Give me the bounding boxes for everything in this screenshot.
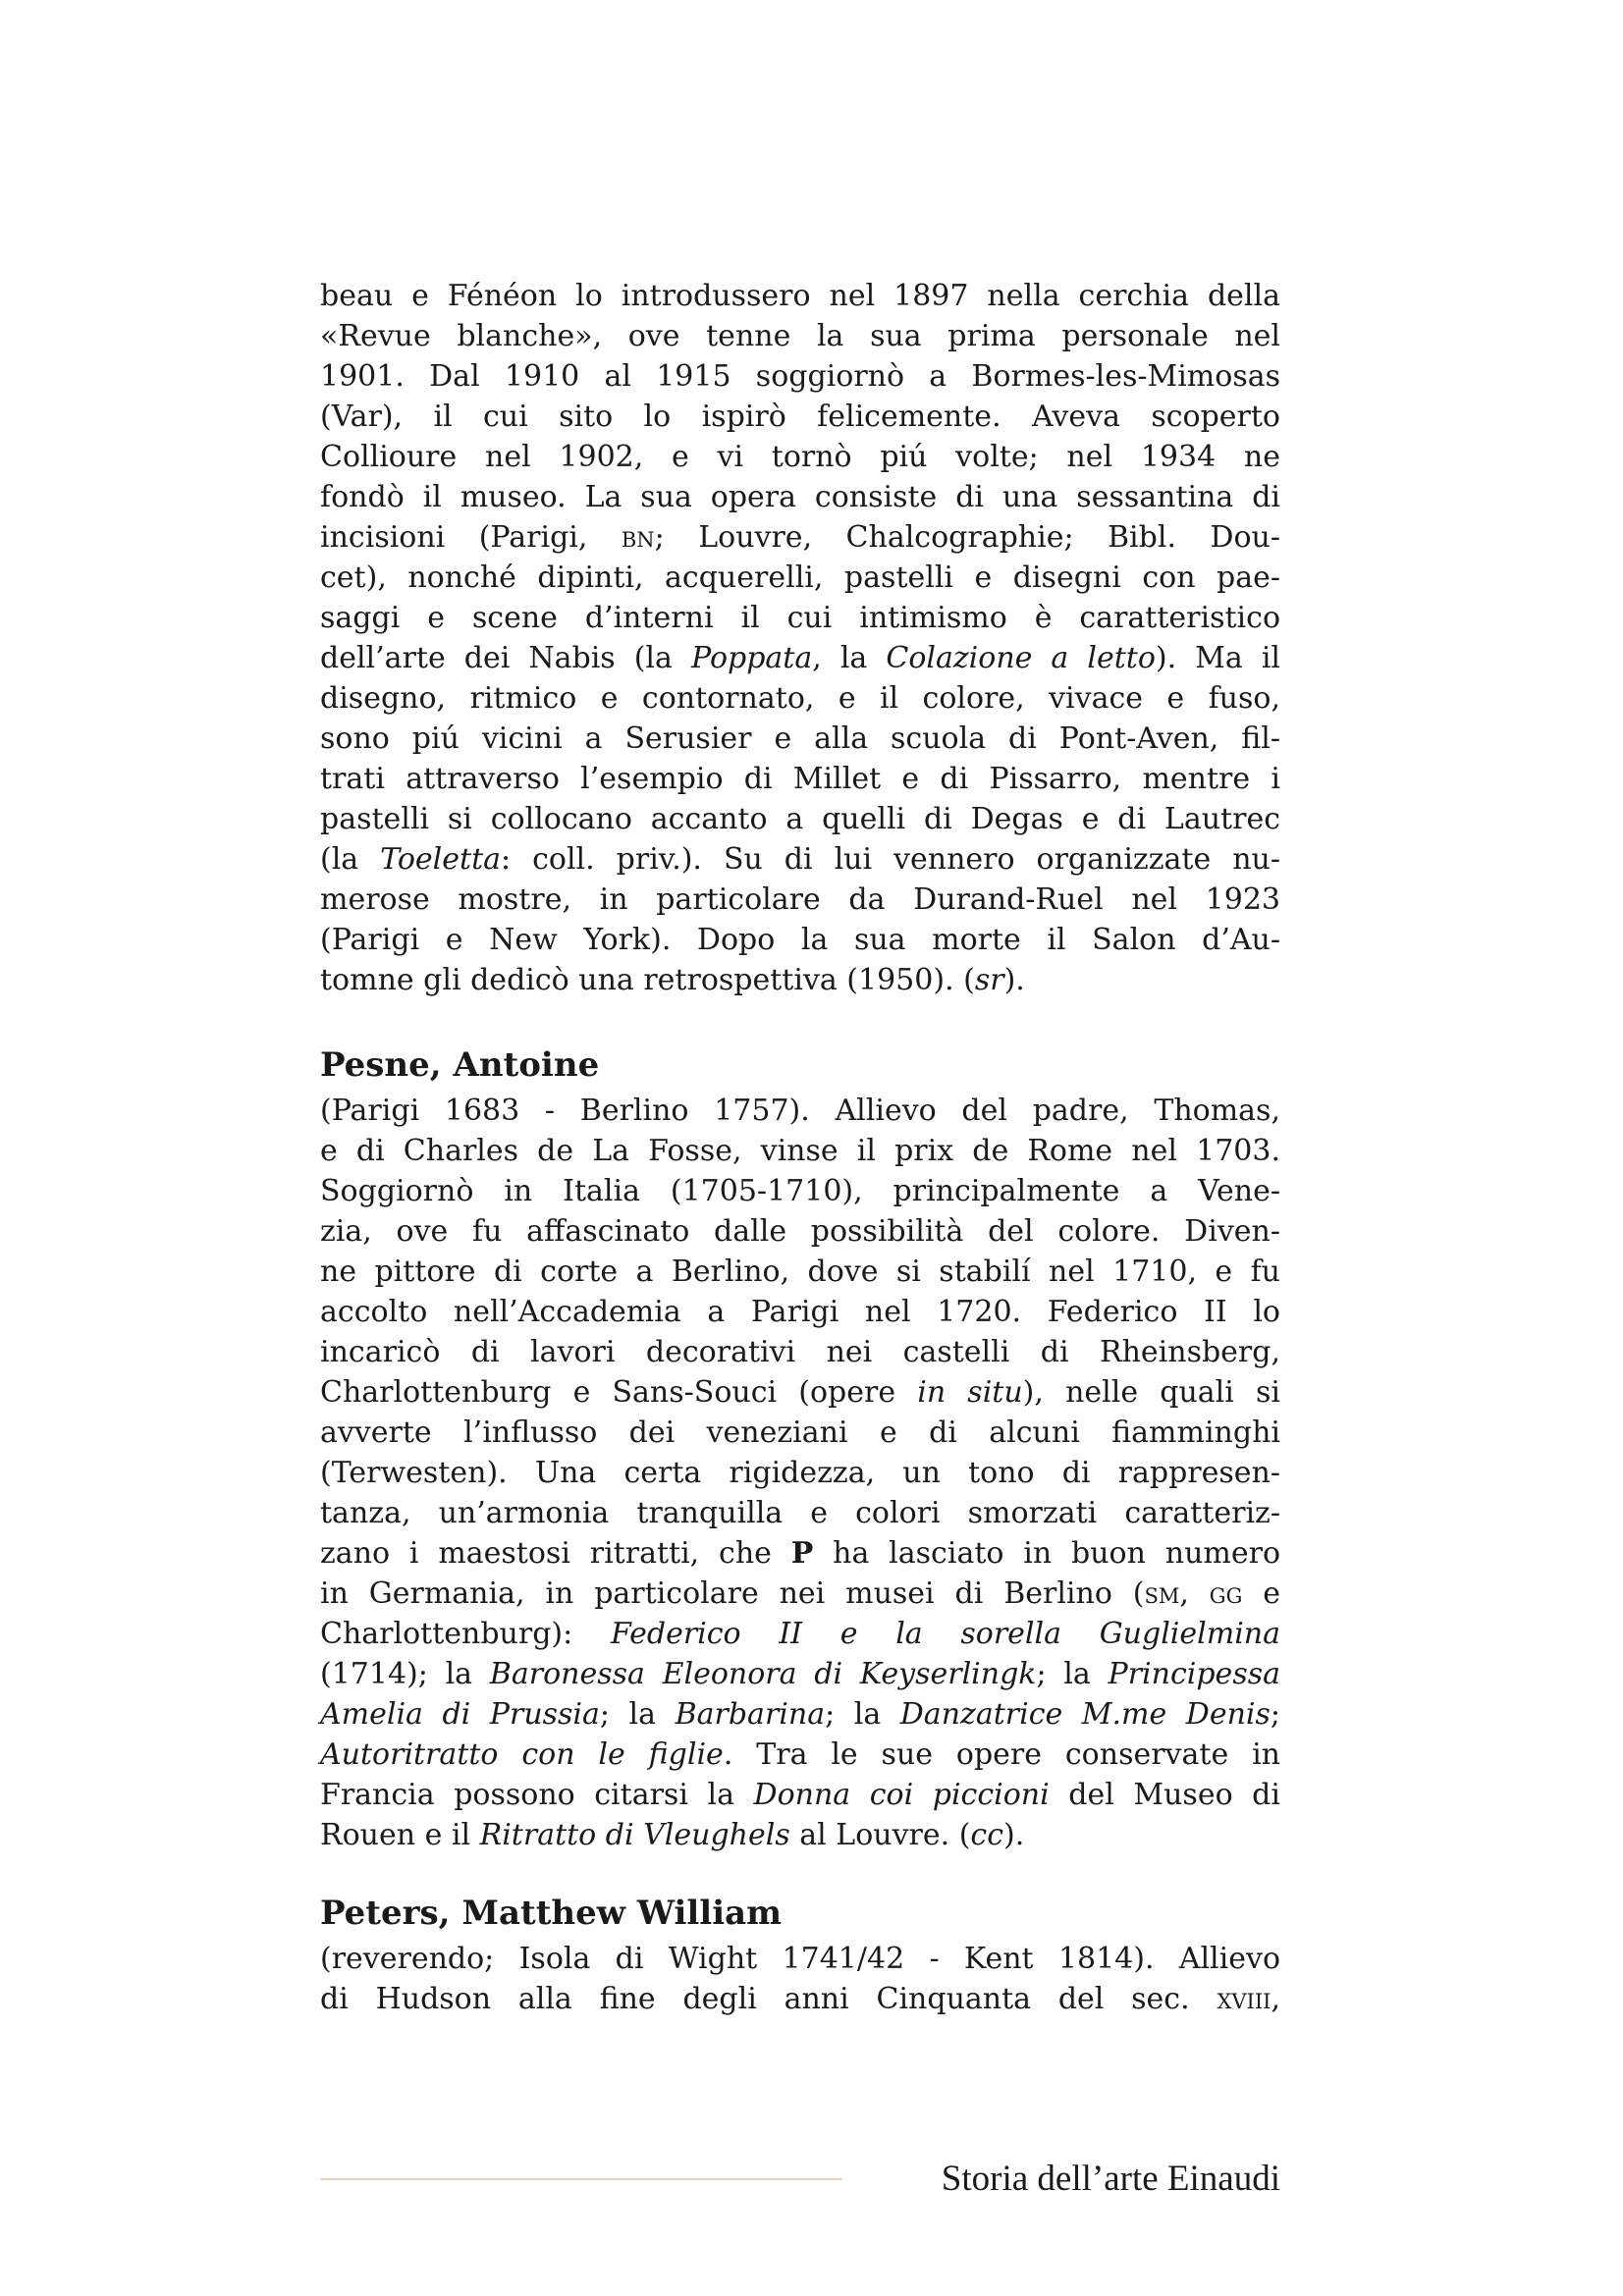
text-run: del Museo di bbox=[1049, 1778, 1280, 1812]
text-run: ). Ma il bbox=[1155, 641, 1281, 675]
entry-abbreviation: P bbox=[790, 1536, 814, 1571]
text-run: (1714); la bbox=[320, 1657, 490, 1691]
text-line: saggi e scene d’interni il cui intimismo è caratteristico bbox=[320, 601, 1280, 635]
text-line: sono piú vicini a Serusier e alla scuola di Pont-Aven, fil- bbox=[320, 721, 1280, 756]
text-run: Rouen e il bbox=[320, 1818, 480, 1852]
text-line: incaricò di lavori decorativi nei castelli di Rheinsberg, bbox=[320, 1335, 1280, 1369]
entry-heading: Peters, Matthew William bbox=[320, 1894, 783, 1933]
text-run: . Tra le sue opere conservate in bbox=[723, 1737, 1280, 1772]
artwork-title: Danzatrice M.me Denis bbox=[899, 1697, 1271, 1732]
text-line: disegno, ritmico e contornato, e il colore, vivace e fuso, bbox=[320, 681, 1280, 716]
text-line: trati attraverso l’esempio di Millet e di Pissarro, mentre i bbox=[320, 762, 1280, 796]
text-line bbox=[320, 839, 1280, 881]
text-run: ; la bbox=[825, 1697, 900, 1732]
artwork-title: Principessa bbox=[1108, 1657, 1280, 1691]
footer-rule bbox=[320, 2178, 842, 2180]
text-line: (Parigi 1683 - Berlino 1757). Allievo del padre, Thomas, bbox=[320, 1094, 1280, 1128]
text-line: (reverendo; Isola di Wight 1741/42 - Kent 1814). Allievo bbox=[320, 1942, 1280, 1976]
text-line bbox=[320, 1372, 1280, 1414]
text-run: dell’arte dei Nabis (la bbox=[320, 641, 691, 675]
text-run: Francia possono citarsi la bbox=[320, 1778, 754, 1812]
text-line: beau e Fénéon lo introdussero nel 1897 nella cerchia della bbox=[320, 279, 1280, 313]
text-run: : coll. priv.). Su di lui vennero organizzate nu- bbox=[501, 842, 1280, 877]
text-line bbox=[320, 1614, 1280, 1655]
text-line bbox=[320, 517, 1280, 559]
text-line bbox=[320, 1775, 1280, 1816]
text-run: ). bbox=[1003, 963, 1025, 997]
abbreviation: gg bbox=[1209, 1576, 1243, 1611]
text-run: Charlottenburg e Sans-Souci (opere bbox=[320, 1375, 918, 1410]
text-line bbox=[320, 1574, 1280, 1615]
text-run: al Louvre. ( bbox=[789, 1818, 971, 1852]
text-line: pastelli si collocano accanto a quelli di Degas e di Lautrec bbox=[320, 802, 1280, 836]
abbreviation: bn bbox=[621, 520, 655, 555]
artwork-title: Amelia di Prussia bbox=[320, 1697, 600, 1732]
text-run: ), nelle quali si bbox=[1022, 1375, 1280, 1410]
artwork-title: Ritratto di Vleughels bbox=[479, 1818, 790, 1852]
text-line: (Parigi e New York). Dopo la sua morte il Salon d’Au- bbox=[320, 923, 1280, 957]
text-run: tomne gli dedicò una retrospettiva (1950). ( bbox=[320, 963, 975, 997]
text-run: in Germania, in particolare nei musei di Berlino ( bbox=[320, 1576, 1145, 1611]
text-run: ha lasciato in buon numero bbox=[813, 1536, 1281, 1571]
text-line: e di Charles de La Fosse, vinse il prix de Rome nel 1703. bbox=[320, 1134, 1280, 1168]
text-run: (la bbox=[320, 842, 381, 877]
text-line: avverte l’influsso dei veneziani e di alcuni fiamminghi bbox=[320, 1415, 1280, 1450]
artwork-title: Barbarina bbox=[675, 1697, 826, 1732]
text-line bbox=[320, 1979, 1280, 2020]
text-line bbox=[320, 1815, 1280, 1856]
text-line: «Revue blanche», ove tenne la sua prima personale nel bbox=[320, 319, 1280, 353]
text-line: zia, ove fu affascinato dalle possibilità del colore. Diven- bbox=[320, 1214, 1280, 1249]
text-line: merose mostre, in particolare da Durand-Ruel nel 1923 bbox=[320, 882, 1280, 917]
text-line: Collioure nel 1902, e vi tornò piú volte; nel 1934 ne bbox=[320, 440, 1280, 474]
text-line: fondò il museo. La sua opera consiste di una sessantina di bbox=[320, 480, 1280, 514]
text-line bbox=[320, 1735, 1280, 1776]
text-run: zano i maestosi ritratti, che bbox=[320, 1536, 791, 1571]
text-run: ; Louvre, Chalcographie; Bibl. Dou- bbox=[654, 520, 1280, 555]
century-numeral: xviii bbox=[1217, 1982, 1271, 2016]
text-line bbox=[320, 1654, 1280, 1695]
author-initials: sr bbox=[974, 963, 1004, 997]
artwork-title: Baronessa Eleonora di Keyserlingk bbox=[489, 1657, 1037, 1691]
artwork-title: Colazione a letto bbox=[886, 641, 1156, 675]
text-line: cet), nonché dipinti, acquerelli, pastelli e disegni con pae- bbox=[320, 561, 1280, 595]
author-initials: cc bbox=[970, 1818, 1004, 1852]
page-body bbox=[320, 0, 1280, 2296]
text-line: (Terwesten). Una certa rigidezza, un tono di rappresen- bbox=[320, 1456, 1280, 1490]
text-run: ). bbox=[1003, 1818, 1025, 1852]
text-line: Soggiornò in Italia (1705-1710), principalmente a Vene- bbox=[320, 1174, 1280, 1208]
artwork-title: Toeletta bbox=[380, 842, 502, 877]
artwork-title: Autoritratto con le figlie bbox=[320, 1737, 724, 1772]
text-run: ; la bbox=[1036, 1657, 1109, 1691]
text-run: , la bbox=[812, 641, 887, 675]
text-run: , bbox=[1179, 1576, 1210, 1611]
text-line: (Var), il cui sito lo ispirò felicemente. Aveva scoperto bbox=[320, 400, 1280, 434]
text-run: incisioni (Parigi, bbox=[320, 520, 622, 555]
artwork-title: Donna coi piccioni bbox=[753, 1778, 1050, 1812]
text-run: ; bbox=[1270, 1697, 1280, 1732]
artwork-title: Poppata bbox=[690, 641, 813, 675]
text-run: , bbox=[1271, 1982, 1280, 2016]
latin-term: in situ bbox=[917, 1375, 1023, 1410]
footer-publication-title: Storia dell’arte Einaudi bbox=[941, 2159, 1280, 2199]
text-line bbox=[320, 638, 1280, 679]
text-run: di Hudson alla fine degli anni Cinquanta del sec. bbox=[320, 1982, 1217, 2016]
text-line: accolto nell’Accademia a Parigi nel 1720. Federico II lo bbox=[320, 1295, 1280, 1329]
text-run: Charlottenburg): bbox=[320, 1617, 611, 1651]
text-line: tanza, un’armonia tranquilla e colori smorzati caratteriz- bbox=[320, 1496, 1280, 1530]
text-line bbox=[320, 1533, 1280, 1575]
text-line bbox=[320, 1694, 1280, 1735]
text-run: e bbox=[1242, 1576, 1280, 1611]
text-run: ; la bbox=[599, 1697, 676, 1732]
text-line bbox=[320, 960, 1280, 1001]
artwork-title: Federico II e la sorella Guglielmina bbox=[610, 1617, 1280, 1651]
text-line: ne pittore di corte a Berlino, dove si stabilí nel 1710, e fu bbox=[320, 1255, 1280, 1289]
entry-heading: Pesne, Antoine bbox=[320, 1045, 600, 1085]
text-line: 1901. Dal 1910 al 1915 soggiornò a Bormes-les-Mimosas bbox=[320, 359, 1280, 394]
abbreviation: sm bbox=[1144, 1576, 1180, 1611]
